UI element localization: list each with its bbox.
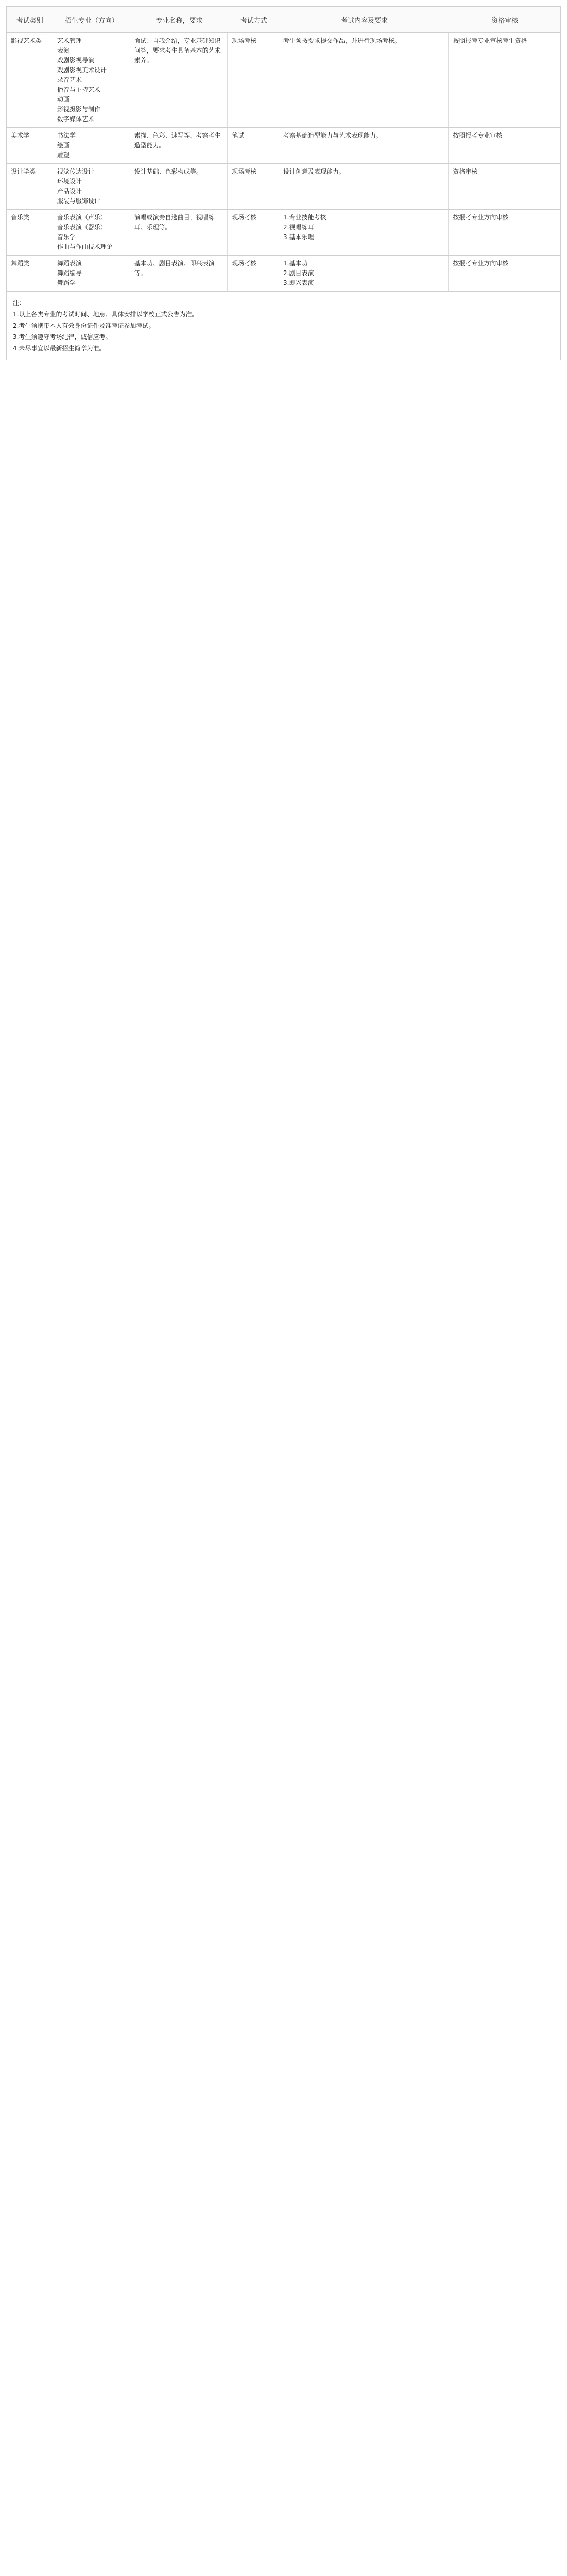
major-item: 绘画 [57,142,70,149]
row-majors [53,256,130,291]
note-line: 注： [13,299,26,307]
major-item: 视觉传达设计 [57,168,94,175]
header-cell: 专业名称，要求 [130,7,228,32]
major-item: 雕塑 [57,151,70,159]
major-item: 艺术管理 [57,37,82,44]
row-requirements: 素描、色彩、速写等，考察考生造型能力。 [130,128,228,163]
major-item: 动画 [57,96,70,103]
row-method: 现场考核 [228,210,279,255]
major-item: 音乐学 [57,233,76,241]
table-row [6,128,561,164]
table-body [6,33,561,292]
row-majors [53,33,130,127]
row-category: 音乐类 [7,210,53,255]
major-item: 表演 [57,47,70,54]
major-item: 音乐表演（器乐） [57,224,107,231]
major-item: 音乐表演（声乐） [57,214,107,221]
row-majors [53,164,130,209]
header-cell: 资格审核 [491,16,519,25]
header-cell: 招生专业（方向） [53,7,130,32]
major-item: 舞蹈表演 [57,260,82,267]
row-method: 现场考核 [228,256,279,291]
row-category: 美术学 [7,128,53,163]
major-item: 戏剧影视导演 [57,57,94,64]
major-item: 数字媒体艺术 [57,115,94,123]
row-content: 考察基础造型能力与艺术表现能力。 [279,128,449,163]
admissions-exam-table [6,6,561,360]
major-item: 产品设计 [57,188,82,195]
header-cell: 考试类别 [7,7,53,32]
header-cell: 考试内容及要求 [280,7,450,32]
table-row [6,210,561,256]
row-qualification: 按报考专业方向审核 [453,260,509,267]
major-item: 舞蹈学 [57,279,76,286]
notes-section [6,292,561,360]
row-content: 考生须按要求提交作品，并进行现场考核。 [279,33,449,127]
note-line: 2.考生须携带本人有效身份证件及准考证参加考试。 [13,322,155,329]
major-item: 舞蹈编导 [57,269,82,277]
major-item: 书法学 [57,132,76,139]
row-requirements: 演唱或演奏自选曲目，视唱练耳、乐理等。 [130,210,228,255]
row-majors [53,210,130,255]
row-qualification: 资格审核 [453,168,478,175]
note-line: 1.以上各类专业的考试时间、地点、具体安排以学校正式公告为准。 [13,311,198,318]
row-content: 设计创意及表现能力。 [279,164,449,209]
row-requirements: 面试：自我介绍，专业基础知识问答，要求考生具备基本的艺术素养。 [130,33,228,127]
table-row [6,33,561,128]
major-item: 录音艺术 [57,76,82,83]
row-qualification: 按照报考专业审核考生资格 [453,37,527,44]
header-cell: 考试方式 [228,7,280,32]
row-method: 现场考核 [228,33,279,127]
note-line: 4.未尽事宜以最新招生简章为准。 [13,345,106,352]
major-item: 服装与服饰设计 [57,197,100,205]
row-qualification: 按报考专业方向审核 [453,214,509,221]
row-requirements: 基本功、剧目表演、即兴表演等。 [130,256,228,291]
row-content: 1.基本功 2.剧目表演 3.即兴表演 [279,256,449,291]
table-header [6,6,561,33]
major-item: 播音与主持艺术 [57,86,100,93]
table-row [6,164,561,210]
row-content: 1.专业技能考核 2.视唱练耳 3.基本乐理 [279,210,449,255]
row-majors [53,128,130,163]
table-row [6,256,561,292]
major-item: 影视摄影与制作 [57,106,100,113]
note-line: 3.考生须遵守考场纪律，诚信应考。 [13,333,112,341]
row-category: 设计学类 [7,164,53,209]
row-method: 笔试 [228,128,279,163]
major-item: 作曲与作曲技术理论 [57,243,113,250]
notes-list [13,298,554,353]
major-item: 戏剧影视美术设计 [57,66,107,74]
row-category: 影视艺术类 [7,33,53,127]
major-item: 环境设计 [57,178,82,185]
row-requirements: 设计基础、色彩构成等。 [130,164,228,209]
row-method: 现场考核 [228,164,279,209]
row-category: 舞蹈类 [7,256,53,291]
row-qualification: 按照报考专业审核 [453,132,503,139]
